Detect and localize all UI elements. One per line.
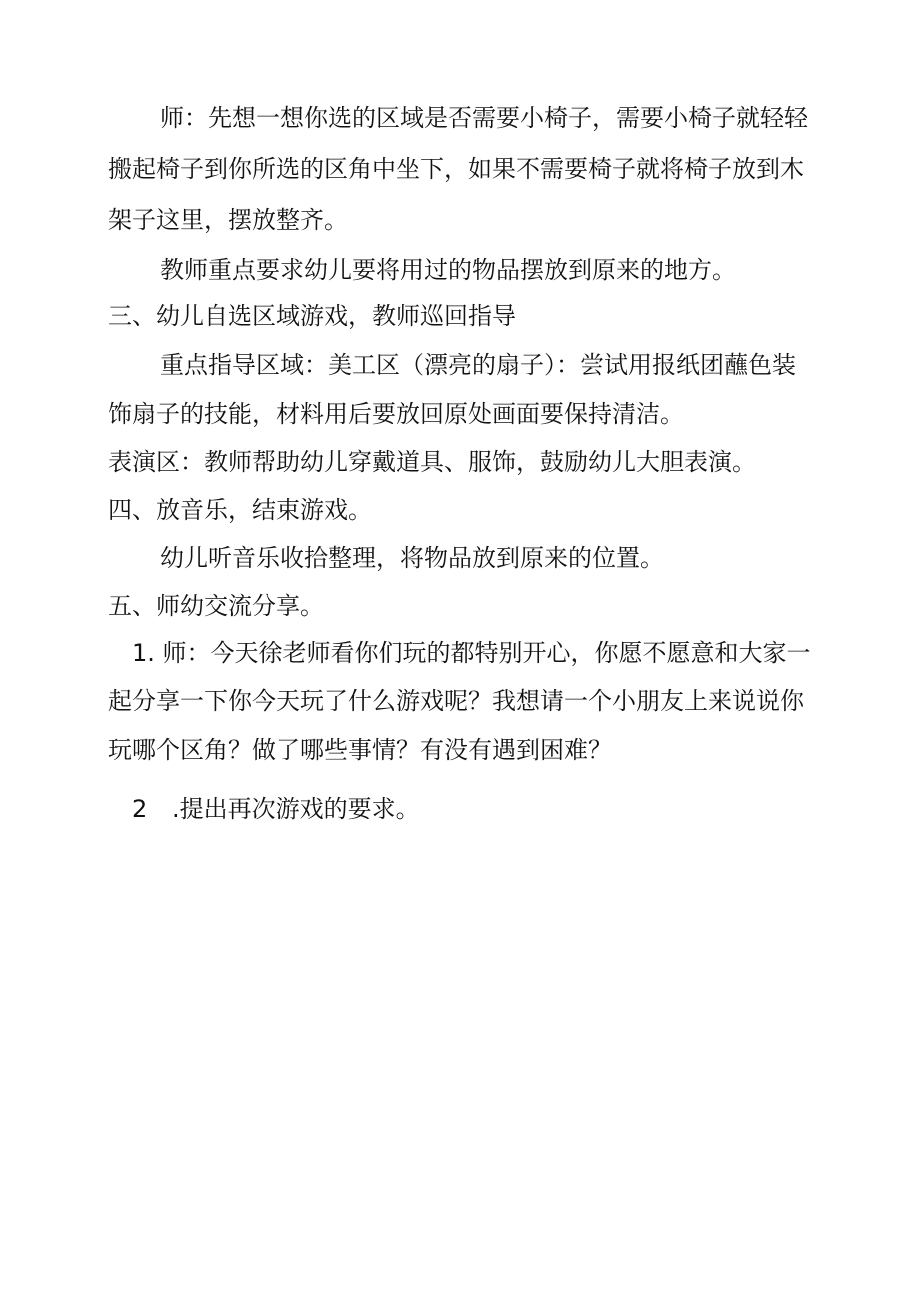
list-item-1-text: . 师：今天徐老师看你们玩的都特别开心，你愿不愿意和大家一 bbox=[147, 639, 811, 667]
paragraph-1-line-3: 架子这里，摆放整齐。 bbox=[108, 206, 348, 234]
paragraph-1-line-2: 搬起椅子到你所选的区角中坐下，如果不需要椅子就将椅子放到木 bbox=[108, 155, 804, 183]
list-item-1-number: 1 bbox=[132, 639, 148, 667]
paragraph-2: 教师重点要求幼儿要将用过的物品摆放到原来的地方。 bbox=[160, 256, 736, 284]
paragraph-5: 表演区：教师帮助幼儿穿戴道具、服饰，鼓励幼儿大胆表演。 bbox=[108, 448, 756, 476]
list-item-2 bbox=[132, 792, 420, 826]
list-item-1-line-1 bbox=[132, 636, 811, 670]
list-item-1-line-3: 玩哪个区角？做了哪些事情？有没有遇到困难？ bbox=[108, 736, 612, 764]
section-heading-3: 三、幼儿自选区域游戏，教师巡回指导 bbox=[108, 302, 516, 330]
paragraph-4-line-2: 饰扇子的技能，材料用后要放回原处画面要保持清洁。 bbox=[108, 400, 684, 428]
list-item-2-text: .提出再次游戏的要求。 bbox=[172, 795, 420, 823]
list-item-2-number: 2 bbox=[132, 795, 148, 823]
section-heading-5: 五、师幼交流分享。 bbox=[108, 592, 324, 620]
paragraph-4-line-1: 重点指导区域：美工区（漂亮的扇子）：尝试用报纸团蘸色装 bbox=[160, 351, 796, 379]
paragraph-6: 幼儿听音乐收拾整理，将物品放到原来的位置。 bbox=[160, 544, 664, 572]
paragraph-1-line-1: 师：先想一想你选的区域是否需要小椅子，需要小椅子就轻轻 bbox=[160, 104, 808, 132]
section-heading-4: 四、放音乐，结束游戏。 bbox=[108, 496, 372, 524]
list-item-1-line-2: 起分享一下你今天玩了什么游戏呢？我想请一个小朋友上来说说你 bbox=[108, 687, 804, 715]
